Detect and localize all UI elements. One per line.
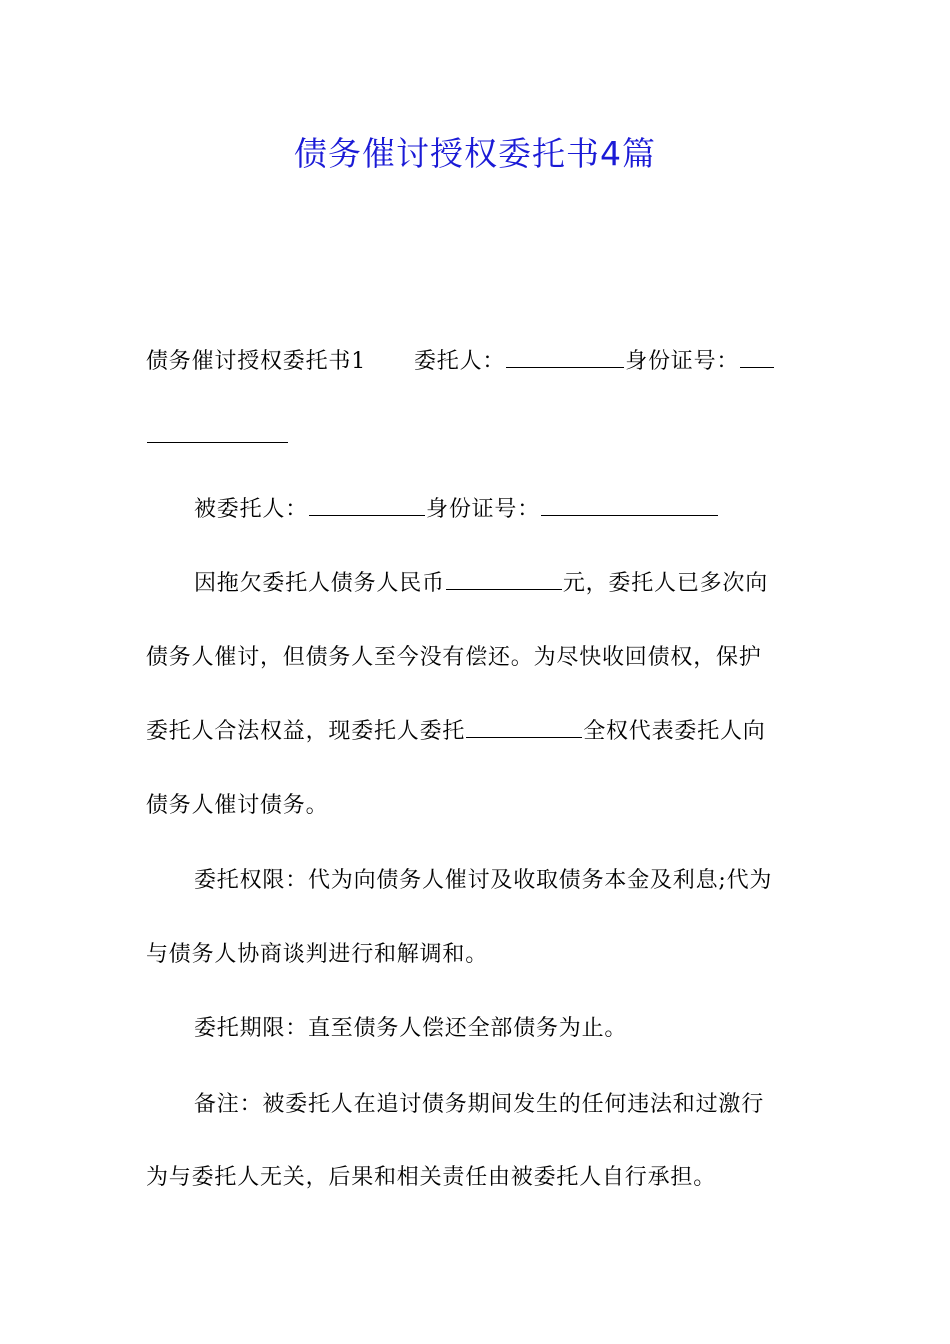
heading-line	[146, 347, 775, 377]
agent-id-blank	[541, 495, 718, 516]
id-blank-end	[147, 422, 288, 443]
agent-line	[194, 495, 719, 525]
agent-id-label: 身份证号：	[426, 497, 541, 522]
para1-line3-text-a: 委托人合法权益，现委托人委托	[146, 719, 466, 744]
para1-line4: 债务人催讨债务。	[146, 793, 329, 818]
para1-text-b: 元，委托人已多次向	[562, 571, 769, 596]
para3-line1: 委托期限：直至债务人偿还全部债务为止。	[194, 1016, 628, 1041]
para1-line3	[146, 717, 766, 747]
amount-blank	[446, 569, 562, 590]
id-label: 身份证号：	[625, 349, 740, 374]
para1-line3-text-b: 全权代表委托人向	[583, 719, 766, 744]
para1-line1	[194, 569, 768, 599]
document-title: 债务催讨授权委托书4篇	[294, 134, 656, 173]
para4-line2: 为与委托人无关，后果和相关责任由被委托人自行承担。	[146, 1165, 717, 1190]
para2-line2: 与债务人协商谈判进行和解调和。	[146, 942, 489, 967]
principal-label: 委托人：	[414, 349, 506, 374]
agent-blank	[309, 495, 425, 516]
para4-line1: 备注：被委托人在追讨债务期间发生的任何违法和过激行	[194, 1092, 765, 1117]
para1-text-a: 因拖欠委托人债务人民币	[194, 571, 445, 596]
id-blank-start	[740, 347, 774, 368]
principal-blank	[506, 347, 624, 368]
agent-label: 被委托人：	[194, 497, 309, 522]
trustee-blank	[466, 717, 582, 738]
para2-line1: 委托权限：代为向债务人催讨及收取债务本金及利息;代为	[194, 868, 773, 893]
section-heading: 债务催讨授权委托书1	[146, 349, 366, 374]
id-continuation-line	[146, 422, 289, 452]
para1-line2: 债务人催讨，但债务人至今没有偿还。为尽快收回债权，保护	[146, 645, 762, 670]
